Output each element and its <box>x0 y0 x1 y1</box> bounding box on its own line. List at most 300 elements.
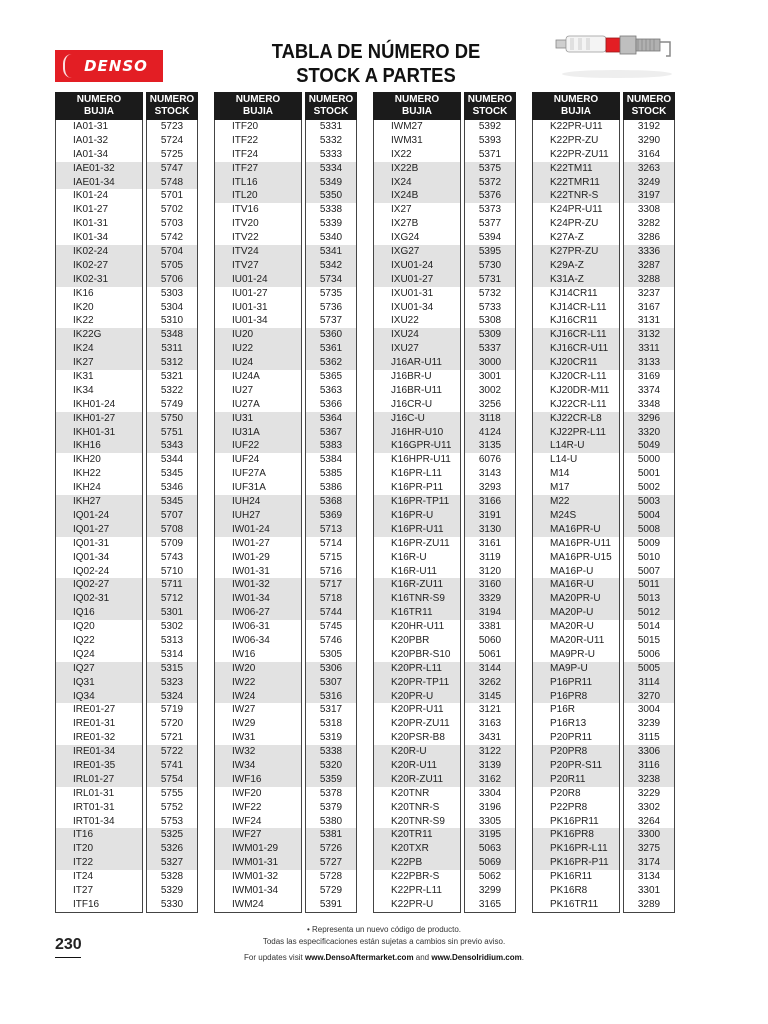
stock-number-cell: 5742 <box>160 232 184 244</box>
header-part-number: NUMERO BUJIA <box>373 92 461 120</box>
page-number: 230 <box>55 936 81 958</box>
part-number-cell: MA16PR-U11 <box>550 537 611 549</box>
stock-number-cell: 3249 <box>624 176 674 190</box>
stock-number-cell: 3160 <box>465 578 515 592</box>
part-number-cell: IK01-24 <box>73 190 109 202</box>
stock-number-cell: 3135 <box>465 439 515 453</box>
part-number-cell: K20TR11 <box>374 828 460 842</box>
stock-number-cell: 3118 <box>465 412 515 426</box>
part-number-cell: IU01-27 <box>232 287 268 299</box>
part-number-cell: IWM01-29 <box>215 842 301 856</box>
part-number-cell: IW01-29 <box>232 551 270 563</box>
part-number-cell: IW01-34 <box>215 592 301 606</box>
stock-number-cell: 3161 <box>478 537 502 549</box>
part-number-cell: ITF20 <box>232 121 259 132</box>
part-number-cell: K22PBR-S <box>391 871 440 883</box>
part-number-cell: IU01-34 <box>232 315 268 327</box>
part-number-cell: KJ20CR-L11 <box>550 371 607 383</box>
part-number-cell: KJ14CR-L11 <box>550 301 607 313</box>
part-number-cell: IX27B <box>391 218 419 230</box>
stock-number-cell: 5367 <box>306 426 356 440</box>
stock-number-cell: 3167 <box>637 301 661 313</box>
part-number-cell: IQ16 <box>56 606 142 620</box>
stock-number-cell: 5745 <box>319 621 343 633</box>
part-number-cell: P16PR11 <box>533 676 619 690</box>
stock-number-cell: 3115 <box>638 732 660 744</box>
part-number-cell: K16HPR-U11 <box>391 454 451 466</box>
stock-number-cell: 5334 <box>306 162 356 176</box>
part-number-cell: K24PR-U11 <box>550 204 603 216</box>
stock-number-cell: 5394 <box>478 232 502 244</box>
part-number-cell: MA20R-U <box>550 621 594 633</box>
stock-number-cell: 3282 <box>637 218 661 230</box>
stock-number-cell: 5339 <box>319 218 343 230</box>
part-number-cell: ITF24 <box>232 148 259 160</box>
part-number-cell: L14-U <box>550 454 578 466</box>
part-number-cell: IK01-31 <box>73 218 109 230</box>
part-number-cell: J16C-U <box>374 412 460 426</box>
stock-number-column <box>305 120 357 913</box>
part-number-cell: K20HR-U11 <box>391 621 445 633</box>
part-number-cell: P16R <box>550 704 576 716</box>
stock-number-cell: 5326 <box>147 842 197 856</box>
part-number-cell: IU24 <box>215 356 301 370</box>
stock-number-cell: 5305 <box>319 648 343 660</box>
stock-number-cell: 5703 <box>160 218 184 230</box>
stock-number-cell: 3263 <box>624 162 674 176</box>
stock-number-cell: 5383 <box>306 439 356 453</box>
part-number-cell: IWM27 <box>391 121 423 132</box>
part-number-cell: MA16P-U <box>550 565 594 577</box>
part-number-cell: K22TNR-S <box>533 189 619 203</box>
part-number-cell: KJ22CR-L8 <box>533 412 619 426</box>
part-number-cell: K16TNR-S9 <box>374 592 460 606</box>
part-number-cell: IQ01-31 <box>73 537 110 549</box>
stock-number-cell: 5714 <box>319 537 343 549</box>
part-number-cell: IQ24 <box>73 648 95 660</box>
part-number-cell: IQ01-27 <box>56 523 142 537</box>
stock-number-cell: 5049 <box>624 439 674 453</box>
stock-number-cell: 5308 <box>478 315 502 327</box>
stock-number-cell: 3264 <box>637 815 661 827</box>
stock-number-cell: 5012 <box>624 606 674 620</box>
stock-number-cell: 5731 <box>465 273 515 287</box>
stock-number-cell: 5340 <box>319 232 343 244</box>
part-number-cell: IQ01-24 <box>56 509 142 523</box>
stock-number-cell: 5317 <box>319 704 343 716</box>
part-number-cell: J16HR-U10 <box>374 426 460 440</box>
part-number-cell: ITF16 <box>73 898 100 910</box>
stock-number-cell: 5316 <box>306 690 356 704</box>
stock-number-cell: 3169 <box>637 371 661 383</box>
stock-number-cell: 3174 <box>624 856 674 870</box>
stock-table-col-3 <box>373 92 516 913</box>
part-number-cell: IT22 <box>56 856 142 870</box>
stock-number-cell: 3302 <box>637 801 661 813</box>
part-number-cell: K20PSR-B8 <box>391 732 445 744</box>
stock-number-cell: 5311 <box>147 342 197 356</box>
stock-number-cell: 5313 <box>160 634 184 646</box>
link-denso-aftermarket[interactable]: www.DensoAftermarket.com <box>304 953 414 962</box>
part-number-cell: IK27 <box>56 356 142 370</box>
part-number-cell: IK02-24 <box>56 245 142 259</box>
part-number-cell: IAE01-34 <box>56 176 142 190</box>
table-header <box>55 92 198 120</box>
part-number-cell: IRT01-31 <box>73 801 115 813</box>
stock-number-cell: 5338 <box>319 204 343 216</box>
part-number-cell: K31A-Z <box>533 273 619 287</box>
stock-number-cell: 5708 <box>147 523 197 537</box>
part-number-cell: K16PR-U11 <box>374 523 460 537</box>
stock-number-cell: 3194 <box>465 606 515 620</box>
part-number-cell: K22PR-ZU11 <box>550 148 609 160</box>
stock-number-cell: 3131 <box>637 315 661 327</box>
stock-number-cell: 5385 <box>319 468 343 480</box>
part-number-cell: K27A-Z <box>550 232 584 244</box>
stock-number-cell: 5014 <box>637 621 661 633</box>
part-number-cell: K16PR-P11 <box>391 482 444 494</box>
part-number-cell: IU24A <box>232 371 260 383</box>
stock-number-cell: 3145 <box>465 690 515 704</box>
part-number-column <box>55 120 143 913</box>
stock-number-cell: 6076 <box>478 454 502 466</box>
part-number-cell: IU31A <box>215 426 301 440</box>
part-number-cell: IW31 <box>232 732 256 744</box>
part-number-cell: IRL01-27 <box>56 773 142 787</box>
part-number-cell: IK01-27 <box>73 204 109 216</box>
stock-number-cell: 5712 <box>147 592 197 606</box>
part-number-cell: KJ22CR-L11 <box>550 398 607 410</box>
part-number-cell: IT20 <box>56 842 142 856</box>
stock-number-cell: 5327 <box>147 856 197 870</box>
title-line-1: TABLA DE NÚMERO DE <box>271 41 481 63</box>
part-number-cell: L14R-U <box>533 439 619 453</box>
part-number-cell: IWF27 <box>215 828 301 842</box>
stock-number-cell: 5391 <box>319 898 343 910</box>
stock-number-cell: 5322 <box>160 384 184 396</box>
and-text: and <box>413 953 432 962</box>
stock-number-cell: 5733 <box>478 301 502 313</box>
stock-number-cell: 5349 <box>306 176 356 190</box>
part-number-cell: IUH27 <box>215 509 301 523</box>
part-number-cell: IK22 <box>73 315 94 327</box>
stock-number-cell: 3300 <box>624 828 674 842</box>
part-number-cell: ITV22 <box>232 232 259 244</box>
part-number-column <box>214 120 302 913</box>
stock-number-cell: 3296 <box>624 412 674 426</box>
stock-number-cell: 5360 <box>306 328 356 342</box>
part-number-cell: K22PR-L11 <box>391 884 442 896</box>
stock-number-cell: 5721 <box>160 732 184 744</box>
part-number-cell: J16CR-U <box>391 398 433 410</box>
stock-number-cell: 5319 <box>319 732 343 744</box>
stock-number-cell: 3286 <box>637 232 661 244</box>
stock-number-cell: 5707 <box>147 509 197 523</box>
stock-number-cell: 5372 <box>465 176 515 190</box>
part-number-cell: J16BR-U11 <box>391 384 442 396</box>
stock-number-cell: 5725 <box>160 148 184 160</box>
stock-number-cell: 5314 <box>160 648 184 660</box>
stock-number-cell: 5706 <box>147 273 197 287</box>
stock-number-cell: 5378 <box>319 787 343 799</box>
part-number-cell: IXG24 <box>391 232 420 244</box>
table-header <box>214 92 357 120</box>
stock-number-cell: 5332 <box>319 134 343 146</box>
part-number-cell: KJ16CR-U11 <box>533 342 619 356</box>
stock-number-cell: 5005 <box>624 662 674 676</box>
table-header <box>532 92 675 120</box>
stock-number-cell: 3195 <box>465 828 515 842</box>
stock-number-cell: 3163 <box>478 718 502 730</box>
part-number-cell: M17 <box>550 482 570 494</box>
part-number-cell: IW34 <box>215 759 301 773</box>
part-number-cell: IT24 <box>73 871 94 883</box>
part-number-cell: KJ16CR11 <box>550 315 598 327</box>
stock-number-cell: 5306 <box>306 662 356 676</box>
brand-name: DENSO <box>84 57 148 75</box>
stock-number-cell: 5710 <box>160 565 184 577</box>
part-number-cell: K20TNR <box>391 787 430 799</box>
part-number-cell: IK31 <box>73 371 94 383</box>
part-number-cell: MA9PR-U <box>550 648 596 660</box>
stock-number-cell: 5730 <box>465 259 515 273</box>
part-number-cell: IXU27 <box>374 342 460 356</box>
stock-number-cell: 3166 <box>465 495 515 509</box>
stock-number-cell: 5377 <box>478 218 502 230</box>
stock-number-cell: 3374 <box>637 384 661 396</box>
part-number-cell: K20PBR <box>391 634 430 646</box>
part-number-cell: IA01-32 <box>73 134 109 146</box>
part-number-cell: IUF27A <box>232 468 266 480</box>
stock-number-cell: 5303 <box>160 287 184 299</box>
stock-number-cell: 3336 <box>624 245 674 259</box>
stock-number-cell: 5323 <box>147 676 197 690</box>
part-number-cell: KJ20CR11 <box>533 356 619 370</box>
part-number-cell: P20PR8 <box>533 745 619 759</box>
part-number-cell: IKH24 <box>73 482 101 494</box>
part-number-cell: IRE01-31 <box>73 718 116 730</box>
stock-number-cell: 5302 <box>160 621 184 633</box>
part-number-cell: IXU24 <box>374 328 460 342</box>
part-number-cell: IKH01-27 <box>56 412 142 426</box>
part-number-cell: IW32 <box>215 745 301 759</box>
stock-number-cell: 5363 <box>319 384 343 396</box>
stock-number-cell: 5004 <box>624 509 674 523</box>
stock-number-cell: 3196 <box>478 801 502 813</box>
stock-number-cell: 3275 <box>624 842 674 856</box>
part-number-cell: J16BR-U <box>391 371 432 383</box>
stock-number-cell: 5750 <box>147 412 197 426</box>
part-number-cell: IXU01-27 <box>374 273 460 287</box>
stock-table-col-1 <box>55 92 198 913</box>
part-number-cell: IWM31 <box>391 134 423 146</box>
spark-plug-icon <box>552 26 682 82</box>
part-number-cell: IX22 <box>391 148 412 160</box>
stock-number-cell: 5722 <box>147 745 197 759</box>
part-number-cell: IX22B <box>374 162 460 176</box>
stock-number-cell: 3287 <box>624 259 674 273</box>
part-number-cell: MA20PR-U <box>533 592 619 606</box>
stock-number-cell: 5338 <box>306 745 356 759</box>
stock-number-cell: 5060 <box>478 634 502 646</box>
stock-number-cell: 5734 <box>306 273 356 287</box>
stock-number-cell: 3306 <box>624 745 674 759</box>
part-number-cell: IQ31 <box>56 676 142 690</box>
footnote-new-code: • Representa un nuevo código de producto. <box>306 925 462 934</box>
stock-number-cell: 5715 <box>319 551 343 563</box>
part-number-cell: K16GPR-U11 <box>374 439 460 453</box>
header-stock-number: NUMERO STOCK <box>623 92 675 120</box>
stock-number-cell: 5704 <box>147 245 197 259</box>
stock-number-cell: 5337 <box>465 342 515 356</box>
part-number-cell: IWF20 <box>232 787 262 799</box>
stock-number-cell: 5732 <box>478 287 502 299</box>
part-number-cell: K24PR-ZU <box>550 218 599 230</box>
stock-number-cell: 5702 <box>160 204 184 216</box>
stock-number-cell: 5729 <box>319 884 343 896</box>
stock-number-cell: 3116 <box>624 759 674 773</box>
stock-number-cell: 5063 <box>465 842 515 856</box>
stock-number-cell: 5754 <box>147 773 197 787</box>
stock-number-cell: 5328 <box>160 871 184 883</box>
stock-number-cell: 3311 <box>624 342 674 356</box>
part-number-cell: IUH24 <box>215 495 301 509</box>
stock-number-cell: 5329 <box>160 884 184 896</box>
stock-number-cell: 5307 <box>306 676 356 690</box>
stock-number-column <box>464 120 516 913</box>
part-number-cell: K22PR-ZU <box>550 134 599 146</box>
part-number-cell: IKH27 <box>56 495 142 509</box>
part-number-cell: P20PR11 <box>550 732 593 744</box>
part-number-cell: ITL20 <box>215 189 301 203</box>
stock-number-cell: 3288 <box>624 273 674 287</box>
part-number-cell: IK22G <box>56 328 142 342</box>
part-number-cell: IKH01-31 <box>56 426 142 440</box>
part-number-cell: IRE01-34 <box>56 745 142 759</box>
stock-number-cell: 5716 <box>319 565 343 577</box>
part-number-cell: K16PR-ZU11 <box>391 537 450 549</box>
stock-number-cell: 5348 <box>147 328 197 342</box>
part-number-cell: MA16R-U <box>533 578 619 592</box>
stock-number-cell: 5362 <box>306 356 356 370</box>
part-number-cell: IU22 <box>215 342 301 356</box>
stock-number-cell: 3348 <box>637 398 661 410</box>
part-number-cell: PK16R8 <box>550 884 588 896</box>
stock-number-cell: 3256 <box>478 398 502 410</box>
stock-number-cell: 5392 <box>478 121 502 132</box>
part-number-cell: IW29 <box>232 718 256 730</box>
part-number-cell: ITF22 <box>232 134 259 146</box>
stock-number-cell: 5007 <box>637 565 661 577</box>
part-number-cell: K20PBR-S10 <box>391 648 451 660</box>
stock-number-cell: 5720 <box>160 718 184 730</box>
part-number-cell: KJ20DR-M11 <box>550 384 610 396</box>
stock-number-cell: 3301 <box>637 884 661 896</box>
stock-number-cell: 5009 <box>637 537 661 549</box>
stock-number-cell: 5753 <box>160 815 184 827</box>
part-number-cell: IT27 <box>73 884 94 896</box>
part-number-cell: P20R8 <box>550 787 581 799</box>
stock-number-cell: 3162 <box>465 773 515 787</box>
stock-number-cell: 5701 <box>160 190 184 202</box>
stock-number-cell: 5748 <box>147 176 197 190</box>
stock-number-cell: 5369 <box>306 509 356 523</box>
part-number-cell: KJ22PR-L11 <box>533 426 619 440</box>
stock-number-cell: 3239 <box>637 718 661 730</box>
part-number-cell: IKH01-24 <box>73 398 116 410</box>
link-denso-iridium[interactable]: www.DensoIridium.com <box>431 953 522 962</box>
part-number-cell: IW06-31 <box>232 621 270 633</box>
part-number-cell: K20PR-U <box>374 690 460 704</box>
stock-number-cell: 5723 <box>160 121 184 132</box>
part-number-cell: IXU01-34 <box>391 301 434 313</box>
part-number-cell: IQ02-27 <box>56 578 142 592</box>
stock-number-cell: 5371 <box>478 148 502 160</box>
stock-number-cell: 3164 <box>637 148 661 160</box>
footnote-updates <box>160 953 608 962</box>
part-number-cell: KJ14CR11 <box>550 287 598 299</box>
part-number-cell: K29A-Z <box>533 259 619 273</box>
part-number-cell: IU27A <box>232 398 260 410</box>
logo-ribbon-icon <box>63 54 85 78</box>
stock-number-cell: 5361 <box>306 342 356 356</box>
part-number-cell: K20PR-L11 <box>374 662 460 676</box>
header-stock-number: NUMERO STOCK <box>146 92 198 120</box>
stock-number-cell: 5752 <box>160 801 184 813</box>
part-number-cell: IQ02-24 <box>73 565 110 577</box>
stock-number-cell: 5003 <box>624 495 674 509</box>
title-line-2: STOCK A PARTES <box>296 65 456 87</box>
part-number-cell: K22PR-U <box>391 898 434 910</box>
part-number-cell: K27PR-ZU <box>533 245 619 259</box>
part-number-cell: IW06-34 <box>232 634 270 646</box>
header-part-number: NUMERO BUJIA <box>214 92 302 120</box>
header-stock-number: NUMERO STOCK <box>464 92 516 120</box>
stock-number-cell: 3305 <box>478 815 502 827</box>
stock-number-cell: 5751 <box>147 426 197 440</box>
stock-number-cell: 3143 <box>478 468 502 480</box>
header-part-number: NUMERO BUJIA <box>55 92 143 120</box>
stock-number-cell: 5325 <box>147 828 197 842</box>
part-number-cell: IW20 <box>215 662 301 676</box>
part-number-cell: IXU01-24 <box>374 259 460 273</box>
part-number-cell: IWM01-32 <box>232 871 279 883</box>
stock-number-cell: 5705 <box>147 259 197 273</box>
stock-number-cell: 5735 <box>319 287 343 299</box>
part-number-cell: K16R-U <box>391 551 427 563</box>
stock-number-cell: 5755 <box>160 787 184 799</box>
part-number-cell: PK16PR8 <box>533 828 619 842</box>
part-number-cell: IX27 <box>391 204 412 216</box>
stock-number-cell: 5062 <box>478 871 502 883</box>
part-number-cell: IUF31A <box>232 482 266 494</box>
stock-number-cell: 5746 <box>319 634 343 646</box>
stock-number-cell: 5376 <box>465 189 515 203</box>
part-number-cell: ITV27 <box>215 259 301 273</box>
stock-number-cell: 5365 <box>319 371 343 383</box>
stock-number-cell: 3329 <box>465 592 515 606</box>
stock-number-cell: 5726 <box>306 842 356 856</box>
stock-number-cell: 5386 <box>319 482 343 494</box>
stock-number-cell: 5344 <box>160 454 184 466</box>
stock-number-cell: 5309 <box>465 328 515 342</box>
part-number-cell: IA01-31 <box>73 121 109 132</box>
stock-number-cell: 5373 <box>478 204 502 216</box>
part-number-cell: M22 <box>533 495 619 509</box>
stock-number-cell: 5737 <box>319 315 343 327</box>
stock-number-cell: 3237 <box>637 287 661 299</box>
part-number-cell: IW16 <box>232 648 256 660</box>
